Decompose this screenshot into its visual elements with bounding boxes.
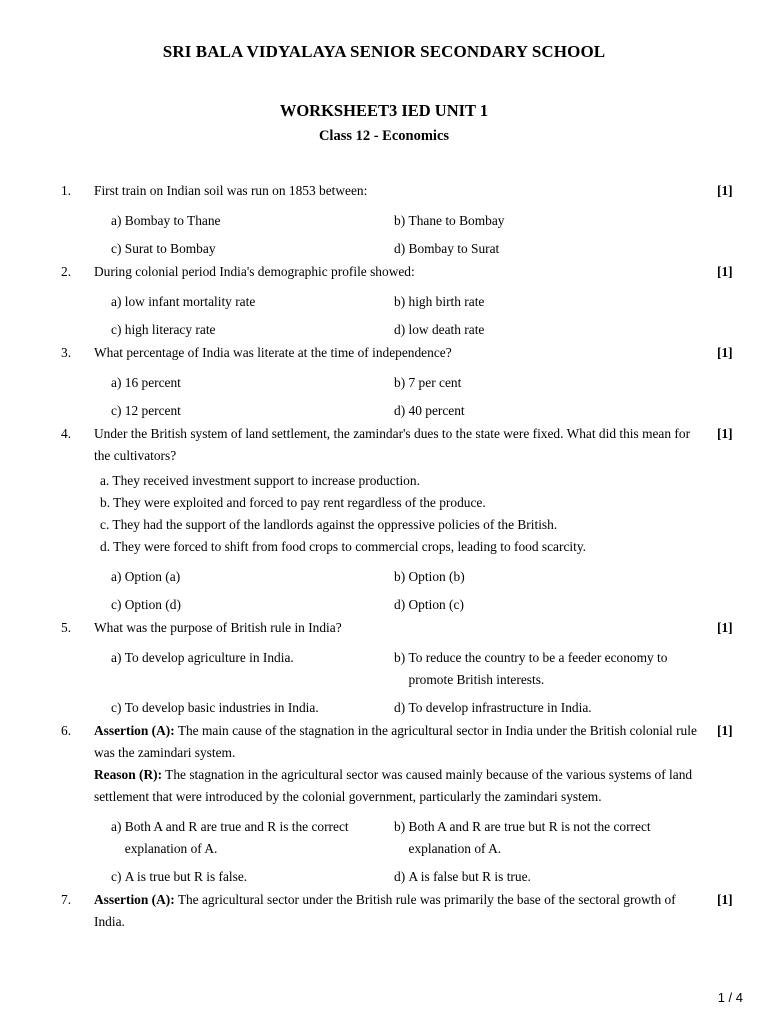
option-text: high birth rate	[408, 294, 485, 309]
option-label: b)	[394, 213, 409, 228]
assertion-label: Assertion (A):	[94, 892, 175, 907]
option-grid	[111, 283, 768, 341]
option-text: Option (a)	[124, 569, 181, 584]
question-3	[0, 342, 768, 423]
sub-item: c. They had the support of the landlords against the oppressive policies of the British.	[100, 517, 558, 532]
question-body: The main cause of the stagnation in the agricultural sector in India under the British colonial rule was the zamindari system.	[94, 723, 697, 760]
question-text	[94, 180, 706, 202]
option-grid	[111, 639, 768, 719]
option-label: a)	[111, 650, 125, 665]
option-text: To reduce the country to be a feeder economy to promote British interests.	[408, 650, 668, 687]
question-marks: [1]	[717, 892, 733, 907]
page-number: 1 / 4	[717, 990, 743, 1005]
question-text	[94, 342, 706, 364]
option-label: b)	[394, 294, 409, 309]
question-marks: [1]	[717, 345, 733, 360]
option-text: high literacy rate	[124, 322, 216, 337]
sub-item-list	[100, 467, 706, 558]
answer-option	[394, 319, 677, 341]
option-text: 7 per cent	[408, 375, 462, 390]
question-5	[0, 617, 768, 720]
reason-text	[94, 764, 706, 808]
question-marks: [1]	[717, 264, 733, 279]
question-4	[0, 423, 768, 617]
question-body: The agricultural sector under the British rule was primarily the base of the sectoral growth of India.	[94, 892, 676, 929]
question-text	[94, 617, 706, 639]
sub-item: a. They received investment support to increase production.	[100, 473, 420, 488]
reason-body: The stagnation in the agricultural sector was caused mainly because of the various systems of land settlement that were introduced by the colonial government, particularly the zamindari system.	[94, 767, 693, 804]
question-text	[94, 720, 706, 764]
answer-option	[394, 697, 677, 719]
option-label: c)	[111, 700, 125, 715]
option-grid	[111, 558, 768, 616]
option-grid	[111, 202, 768, 260]
option-label: c)	[111, 597, 125, 612]
question-number: 6.	[61, 723, 72, 738]
option-text: Bombay to Surat	[408, 241, 500, 256]
question-body: During colonial period India's demographic profile showed:	[94, 264, 415, 279]
assertion-label: Assertion (A):	[94, 723, 175, 738]
question-marks: [1]	[717, 723, 733, 738]
question-list	[0, 180, 768, 934]
option-grid	[111, 364, 768, 422]
option-label: a)	[111, 819, 125, 834]
option-label: c)	[111, 322, 125, 337]
question-body: Under the British system of land settlement, the zamindar's dues to the state were fixed. What did this mean for the cultivators?	[94, 426, 691, 463]
answer-option	[111, 594, 394, 616]
answer-option	[394, 238, 677, 260]
option-text: Thane to Bombay	[408, 213, 505, 228]
question-number: 3.	[61, 345, 72, 360]
question-body: What percentage of India was literate at the time of independence?	[94, 345, 452, 360]
option-label: b)	[394, 569, 409, 584]
answer-option	[394, 594, 677, 616]
question-text	[94, 889, 706, 933]
question-body: First train on Indian soil was run on 1853 between:	[94, 183, 368, 198]
option-text: Both A and R are true but R is not the correct explanation of A.	[408, 819, 651, 856]
option-text: low infant mortality rate	[124, 294, 256, 309]
answer-option	[394, 647, 677, 691]
option-label: d)	[394, 403, 409, 418]
answer-option	[394, 372, 677, 394]
question-number: 2.	[61, 264, 72, 279]
question-text	[94, 261, 706, 283]
option-label: b)	[394, 819, 409, 834]
answer-option	[394, 866, 677, 888]
option-label: d)	[394, 869, 409, 884]
question-6	[0, 720, 768, 889]
option-text: To develop basic industries in India.	[124, 700, 319, 715]
option-text: 12 percent	[124, 403, 181, 418]
option-text: Both A and R are true and R is the correct explanation of A.	[124, 819, 349, 856]
answer-option	[111, 566, 394, 588]
option-text: To develop infrastructure in India.	[408, 700, 592, 715]
option-text: A is true but R is false.	[124, 869, 248, 884]
option-label: c)	[111, 869, 125, 884]
answer-option	[111, 866, 394, 888]
option-label: b)	[394, 650, 409, 665]
option-text: 40 percent	[408, 403, 465, 418]
option-text: Option (c)	[408, 597, 464, 612]
answer-option	[111, 697, 394, 719]
reason-label: Reason (R):	[94, 767, 163, 782]
answer-option	[111, 319, 394, 341]
option-text: Option (d)	[124, 597, 181, 612]
answer-option	[111, 816, 394, 860]
option-text: Bombay to Thane	[124, 213, 221, 228]
question-text	[94, 423, 706, 467]
option-text: To develop agriculture in India.	[124, 650, 294, 665]
option-label: d)	[394, 241, 409, 256]
question-1	[0, 180, 768, 261]
answer-option	[394, 400, 677, 422]
option-label: c)	[111, 241, 125, 256]
option-label: d)	[394, 597, 409, 612]
question-body: What was the purpose of British rule in India?	[94, 620, 342, 635]
school-name: SRI BALA VIDYALAYA SENIOR SECONDARY SCHOOL	[162, 42, 606, 61]
option-label: a)	[111, 569, 125, 584]
sub-item: b. They were exploited and forced to pay rent regardless of the produce.	[100, 495, 486, 510]
question-marks: [1]	[717, 620, 733, 635]
answer-option	[111, 291, 394, 313]
sub-item: d. They were forced to shift from food crops to commercial crops, leading to food scarcity.	[100, 539, 586, 554]
question-marks: [1]	[717, 426, 733, 441]
option-text: low death rate	[408, 322, 485, 337]
answer-option	[394, 210, 677, 232]
answer-option	[394, 816, 677, 860]
option-label: d)	[394, 700, 409, 715]
question-number: 4.	[61, 426, 72, 441]
option-text: 16 percent	[124, 375, 181, 390]
answer-option	[111, 238, 394, 260]
question-spacer	[0, 933, 768, 934]
answer-option	[394, 566, 677, 588]
option-label: d)	[394, 322, 409, 337]
option-label: c)	[111, 403, 125, 418]
option-label: b)	[394, 375, 409, 390]
answer-option	[111, 400, 394, 422]
worksheet-title: WORKSHEET3 IED UNIT 1	[279, 101, 489, 120]
question-number: 1.	[61, 183, 72, 198]
question-2	[0, 261, 768, 342]
answer-option	[394, 291, 677, 313]
answer-option	[111, 210, 394, 232]
question-number: 5.	[61, 620, 72, 635]
question-7	[0, 889, 768, 934]
question-number: 7.	[61, 892, 72, 907]
worksheet-subtitle: Class 12 - Economics	[318, 128, 450, 144]
option-text: Option (b)	[408, 569, 465, 584]
answer-option	[111, 372, 394, 394]
option-text: A is false but R is true.	[408, 869, 531, 884]
option-text: Surat to Bombay	[124, 241, 216, 256]
answer-option	[111, 647, 394, 691]
option-label: a)	[111, 294, 125, 309]
option-label: a)	[111, 375, 125, 390]
option-label: a)	[111, 213, 125, 228]
question-marks: [1]	[717, 183, 733, 198]
option-grid	[111, 808, 768, 888]
